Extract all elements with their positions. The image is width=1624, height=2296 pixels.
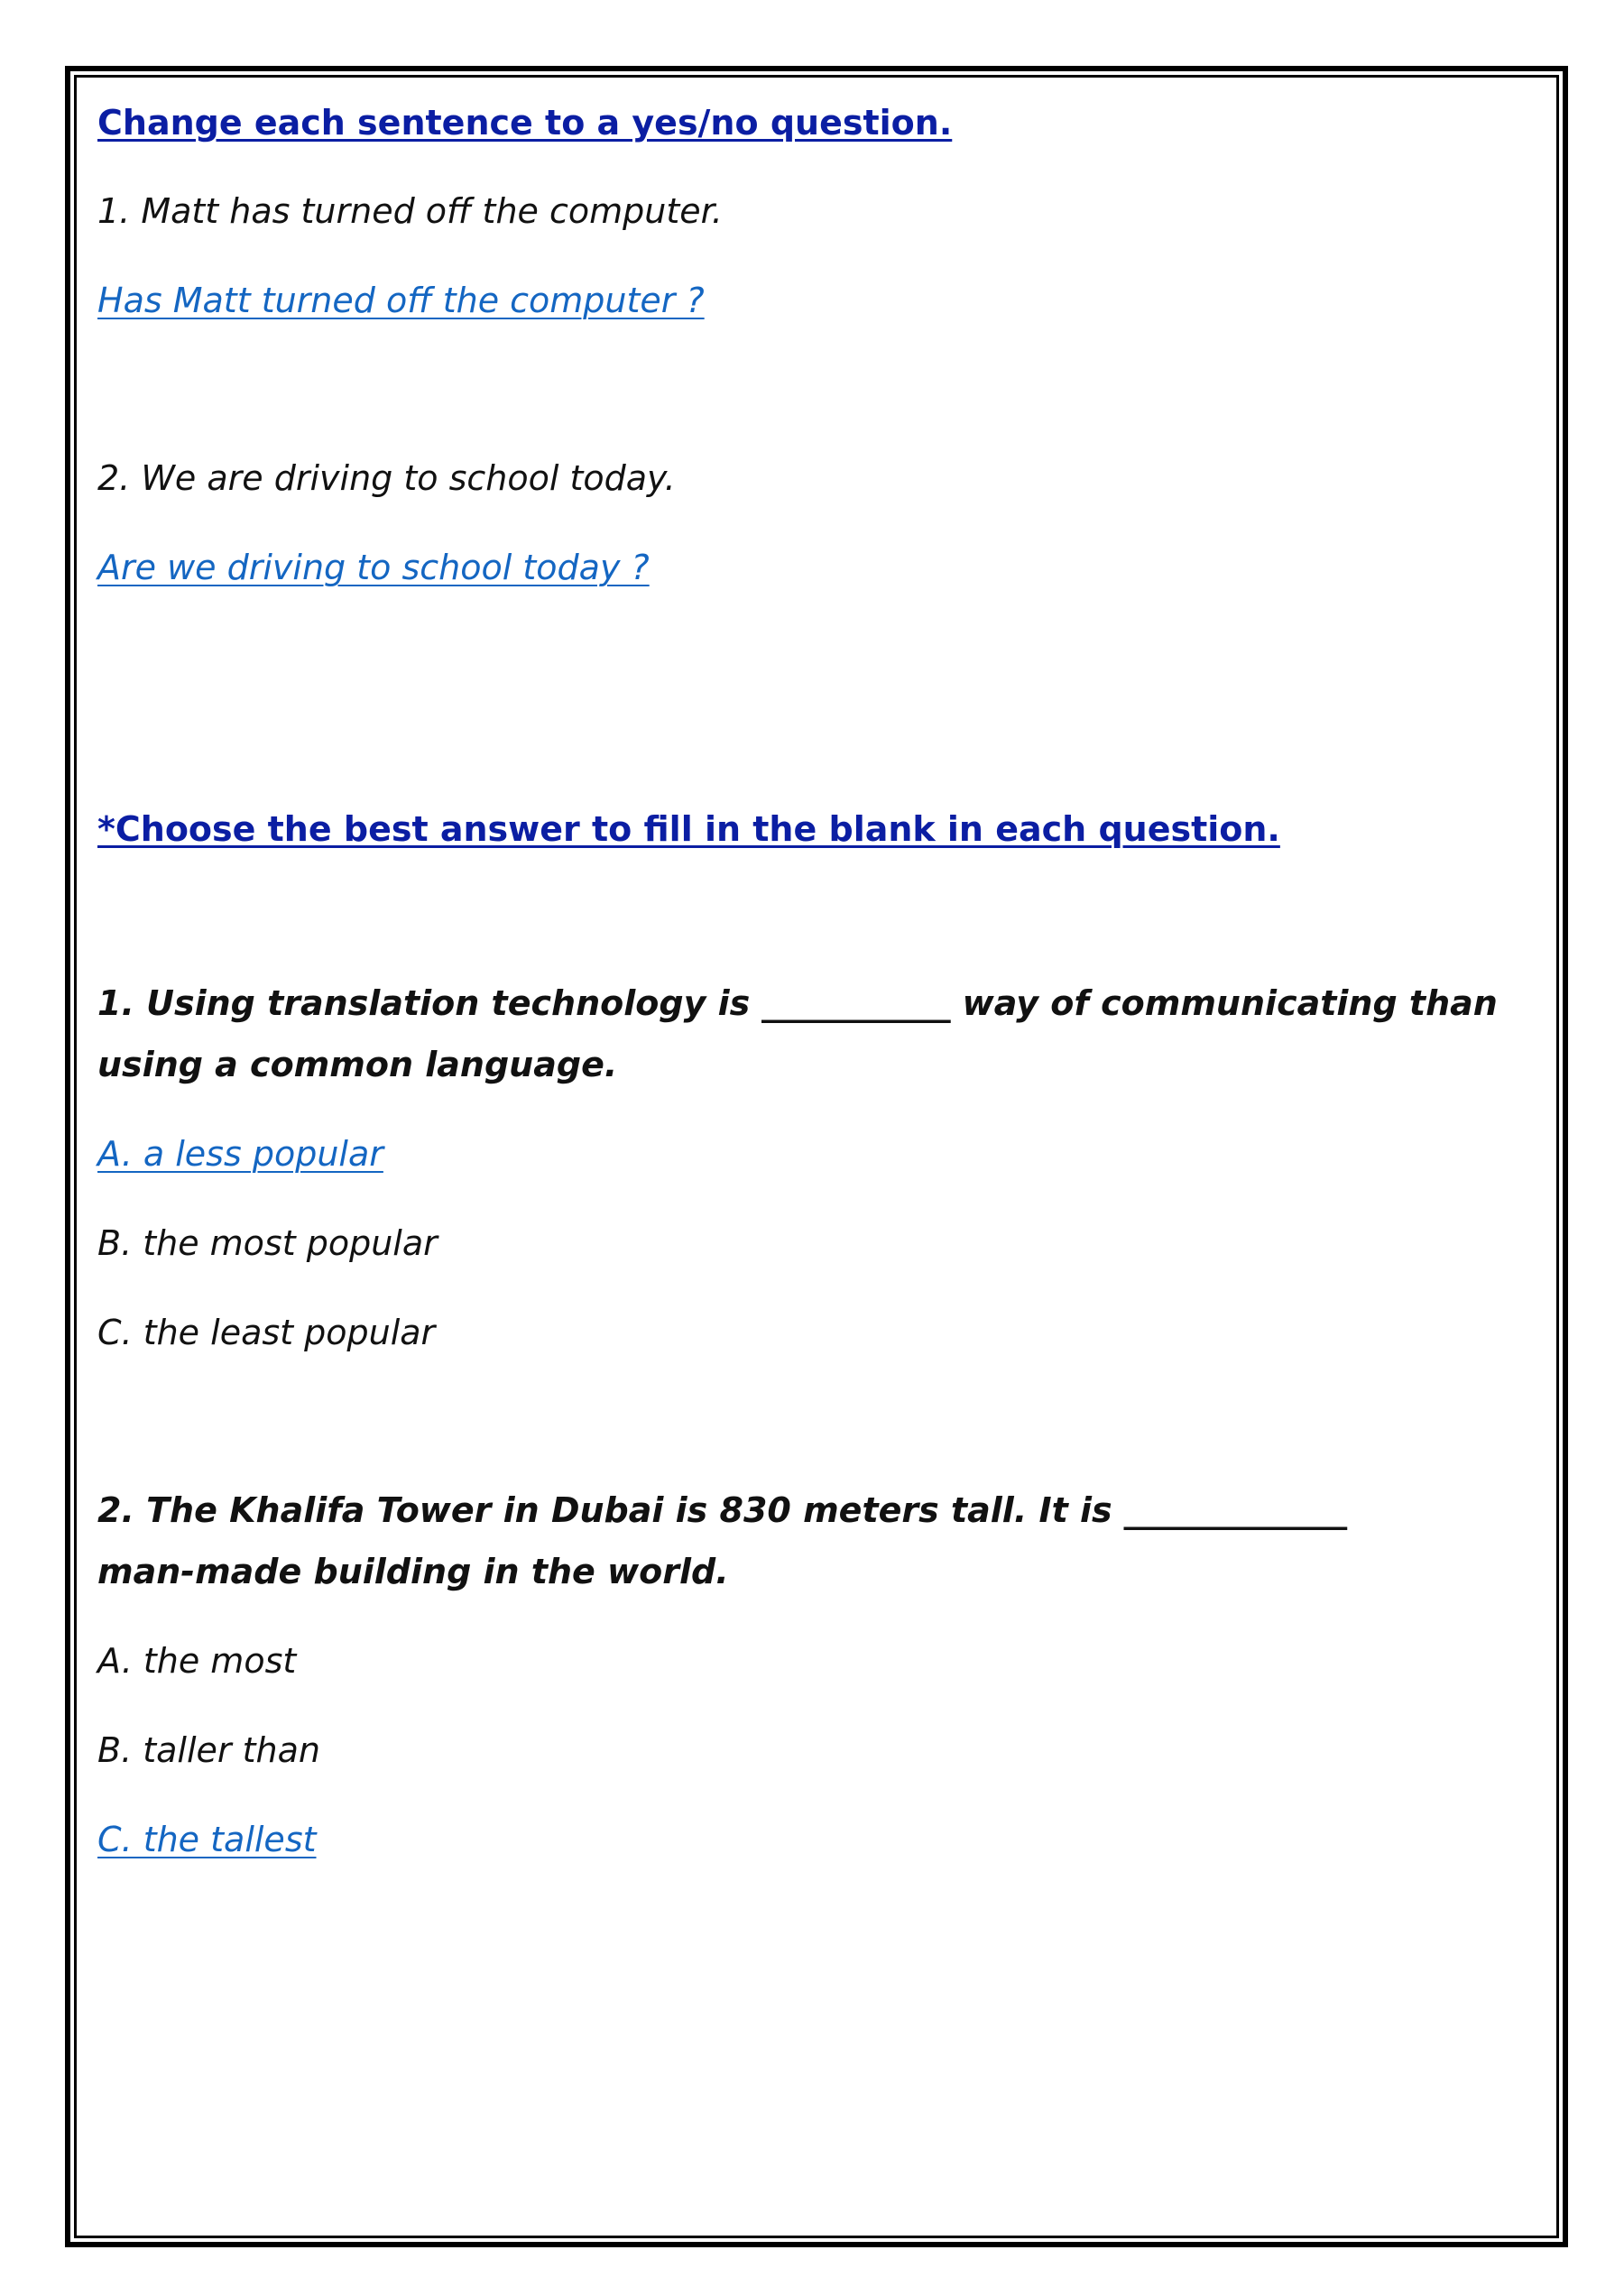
answer-1: Has Matt turned off the computer ? [97,281,705,320]
question-1-option-b: B. the most popular [97,1223,438,1263]
section1-heading: Change each sentence to a yes/no question. [97,103,953,143]
sentence-1: 1. Matt has turned off the computer. [97,191,723,231]
question-2-option-c: C. the tallest [97,1820,317,1859]
section2-heading: *Choose the best answer to fill in the blank in each question. [97,809,1280,849]
question-2-line-2: man-made building in the world. [97,1552,729,1591]
question-2-option-b: B. taller than [97,1730,320,1770]
question-2-option-a: A. the most [97,1641,297,1681]
question-1-option-c: C. the least popular [97,1313,436,1352]
question-1-line-1: 1. Using translation technology is ___________ way of communicating than [97,983,1498,1023]
question-1-line-2: using a common language. [97,1045,618,1084]
question-2-line-1: 2. The Khalifa Tower in Dubai is 830 meters tall. It is _____________ [97,1490,1347,1530]
question-1-option-a: A. a less popular [97,1134,383,1174]
sentence-2: 2. We are driving to school today. [97,458,676,498]
answer-2: Are we driving to school today ? [97,548,650,587]
